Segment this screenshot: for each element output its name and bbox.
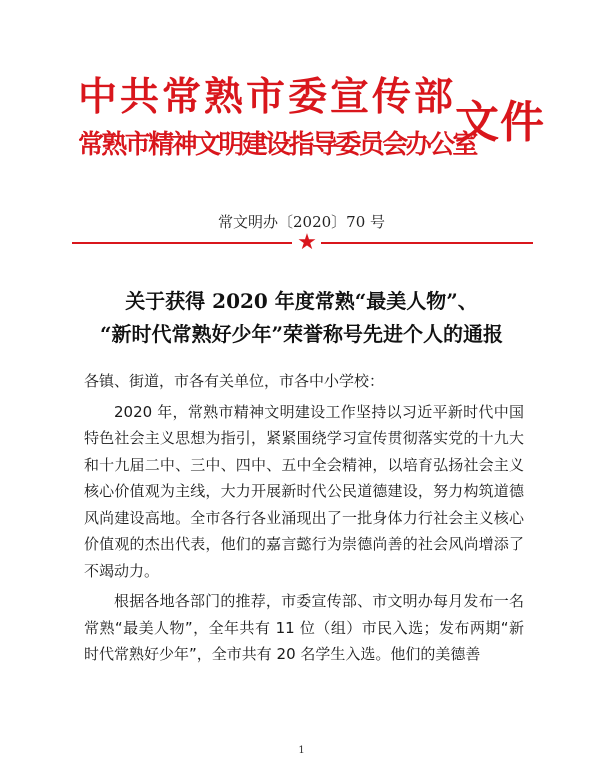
body-paragraph-2: 根据各地各部门的推荐，市委宣传部、市文明办每月发布一名常熟“最美人物”，全年共有 11 位（组）市民入选；发布两期“新时代常熟好少年”，全市共有 20 名学生入选。他们的美德善	[84, 592, 524, 663]
document-number: 常文明办〔2020〕70 号	[217, 213, 386, 231]
org-name-party: 中共常熟市委宣传部	[78, 74, 457, 120]
divider-right	[321, 242, 533, 244]
document-title-line2: “新时代常熟好少年”荣誉称号先进个人的通报	[99, 322, 503, 346]
page-number: 1	[298, 745, 305, 756]
org-name-office: 常熟市精神文明建设指导委员会办公室	[78, 130, 476, 160]
document-body	[84, 368, 524, 672]
body-paragraph-1: 2020 年，常熟市精神文明建设工作坚持以习近平新时代中国特色社会主义思想为指引，紧紧围绕学习宣传贯彻落实党的十九大和十九届二中、三中、四中、五中全会精神，以培育弘扬社会主义核心价值观为主线，大力开展新时代公民道德建设，努力构筑道德风尚建设高地。全市各行各业涌现出了一批身体力行社会主义核心价值观的杰出代表，他们的嘉言懿行为崇德尚善的社会风尚增添了不竭动力。	[84, 402, 524, 580]
divider-left	[72, 242, 292, 244]
document-title-line1: 关于获得 2020 年度常熟“最美人物”、	[125, 289, 478, 313]
recipients-line: 各镇、街道，市各有关单位，市各中小学校：	[84, 372, 385, 390]
doc-type-label: 文件	[455, 97, 545, 148]
star-icon: ★	[297, 230, 317, 255]
